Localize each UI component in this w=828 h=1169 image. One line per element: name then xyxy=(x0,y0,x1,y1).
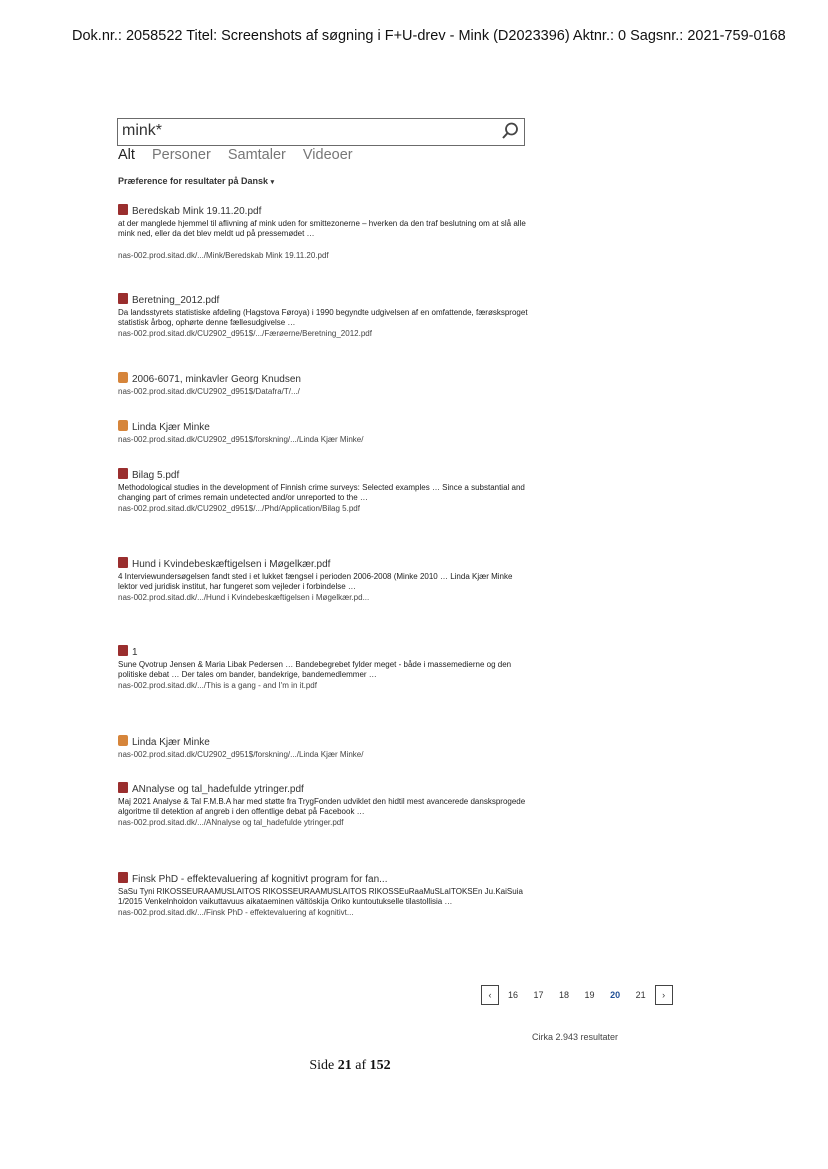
person-icon xyxy=(118,735,128,746)
chevron-right-icon[interactable]: › xyxy=(655,985,673,1005)
result-url: nas-002.prod.sitad.dk/CU2902_d951$/.../Phd/Application/Bilag 5.pdf xyxy=(118,504,360,513)
list-item xyxy=(118,557,528,603)
page-link-16[interactable]: 16 xyxy=(508,990,519,1000)
result-snippet: at der manglede hjemmel til aflivning af mink uden for smittezonerne – hverken da den traf beslutning om at slå alle mink ned, eller da det blev meldt ud på pressemødet … xyxy=(118,219,526,238)
search-tabs xyxy=(118,147,366,163)
result-title[interactable]: Linda Kjær Minke xyxy=(132,737,210,748)
tab-personer[interactable]: Personer xyxy=(151,147,211,163)
pdf-file-icon xyxy=(118,204,128,215)
result-snippet: 4 Interviewundersøgelsen fandt sted i et lukket fængsel i perioden 2006-2008 (Minke 2010 … Linda Kjær Minke lektor ved juridisk institut, har fungeret som vejleder i forbindelse … xyxy=(118,572,513,591)
search-box[interactable] xyxy=(117,118,525,146)
result-title[interactable]: Finsk PhD - effektevaluering af kognitivt program for fan... xyxy=(132,874,388,885)
result-snippet: Da landsstyrets statistiske afdeling (Hagstova Føroya) i 1990 begyndte udgivelsen af en omfattende, færøsksproget statistisk årbog, ophørte denne fællesudgivelse … xyxy=(118,308,528,327)
result-url: nas-002.prod.sitad.dk/.../Hund i Kvindebeskæftigelsen i Møgelkær.pd... xyxy=(118,593,370,602)
result-title[interactable]: Beretning_2012.pdf xyxy=(132,295,220,306)
pdf-file-icon xyxy=(118,872,128,883)
result-title[interactable]: 2006-6071, minkavler Georg Knudsen xyxy=(132,374,301,385)
footer-total-pages: 152 xyxy=(369,1058,391,1073)
page-link-20-current[interactable]: 20 xyxy=(610,990,621,1000)
footer-side: Side xyxy=(309,1058,335,1073)
person-icon xyxy=(118,420,128,431)
list-item xyxy=(118,735,528,760)
result-url: nas-002.prod.sitad.dk/CU2902_d951$/Datafra/T/.../ xyxy=(118,387,300,396)
page-link-19[interactable]: 19 xyxy=(584,990,595,1000)
tab-videoer[interactable]: Videoer xyxy=(302,147,353,163)
search-icon[interactable] xyxy=(500,121,520,141)
result-url: nas-002.prod.sitad.dk/.../Mink/Beredskab Mink 19.11.20.pdf xyxy=(118,251,329,260)
result-snippet: SaSu Tyni RIKOSSEURAAMUSLAITOS RIKOSSEURAAMUSLAITOS RIKOSSEuRaaMuSLaITOKSEn Ju.KaiSuia 1/2015 Venkelnhoidon vaikuttavuus aikataeminen vältöskija Oriko kuntoutukselle tilastollisia … xyxy=(118,887,523,906)
result-title[interactable]: 1 xyxy=(132,647,138,658)
result-title[interactable]: Hund i Kvindebeskæftigelsen i Møgelkær.pdf xyxy=(132,559,331,570)
list-item xyxy=(118,372,528,397)
result-url: nas-002.prod.sitad.dk/CU2902_d951$/forskning/.../Linda Kjær Minke/ xyxy=(118,435,364,444)
language-preference-label: Præference for resultater på Dansk xyxy=(118,176,269,186)
pdf-file-icon xyxy=(118,468,128,479)
result-url: nas-002.prod.sitad.dk/.../ANnalyse og tal_hadefulde ytringer.pdf xyxy=(118,818,344,827)
list-item xyxy=(118,872,528,918)
list-item xyxy=(118,204,528,261)
footer-page-number: 21 xyxy=(337,1058,352,1073)
page-link-18[interactable]: 18 xyxy=(559,990,570,1000)
list-item xyxy=(118,293,528,339)
pdf-file-icon xyxy=(118,557,128,568)
page-link-17[interactable]: 17 xyxy=(533,990,544,1000)
search-input[interactable]: mink* xyxy=(122,122,163,139)
list-item xyxy=(118,420,528,445)
result-snippet: Methodological studies in the development of Finnish crime surveys: Selected examples … Since a substantial and changing part of crimes remain undetected and/or unreported to the … xyxy=(118,483,525,502)
result-url: nas-002.prod.sitad.dk/CU2902_d951$/forskning/.../Linda Kjær Minke/ xyxy=(118,750,364,759)
result-title[interactable]: Bilag 5.pdf xyxy=(132,470,180,481)
result-url: nas-002.prod.sitad.dk/.../This is a gang - and I'm in it.pdf xyxy=(118,681,317,690)
tab-alt[interactable]: Alt xyxy=(118,147,135,163)
list-item xyxy=(118,468,528,514)
result-title[interactable]: ANnalyse og tal_hadefulde ytringer.pdf xyxy=(132,784,304,795)
list-item xyxy=(118,782,528,828)
result-url: nas-002.prod.sitad.dk/.../Finsk PhD - effektevaluering af kognitivt... xyxy=(118,908,354,917)
tab-samtaler[interactable]: Samtaler xyxy=(227,147,286,163)
list-item xyxy=(118,645,528,691)
result-count: Cirka 2.943 resultater xyxy=(532,1032,619,1042)
result-snippet: Maj 2021 Analyse & Tal F.M.B.A har med støtte fra TrygFonden udviklet den hidtil mest avancerede dansksprogede algoritme til detektion af angreb i den offentlige debat på Facebook … xyxy=(118,797,526,816)
pagination xyxy=(481,985,673,1005)
person-icon xyxy=(118,372,128,383)
result-title[interactable]: Beredskab Mink 19.11.20.pdf xyxy=(132,206,262,217)
result-snippet: Sune Qvotrup Jensen & Maria Libak Pedersen … Bandebegrebet fylder meget - både i massemedierne og den politiske debat … Der tales om bander, bandekrige, bandemedlemmer … xyxy=(118,660,512,679)
pdf-file-icon xyxy=(118,645,128,656)
result-title[interactable]: Linda Kjær Minke xyxy=(132,422,210,433)
result-url: nas-002.prod.sitad.dk/CU2902_d951$/.../Færøerne/Beretning_2012.pdf xyxy=(118,329,372,338)
chevron-left-icon[interactable]: ‹ xyxy=(481,985,499,1005)
page-link-21[interactable]: 21 xyxy=(635,990,646,1000)
language-preference[interactable] xyxy=(118,176,274,186)
document-header: Dok.nr.: 2058522 Titel: Screenshots af søgning i F+U-drev - Mink (D2023396) Aktnr.: 0 Sagsnr.: 2021-759-0168 xyxy=(72,28,786,44)
pdf-file-icon xyxy=(118,782,128,793)
caret-down-icon[interactable]: ▾ xyxy=(270,179,275,186)
page-footer xyxy=(0,1058,700,1074)
pdf-file-icon xyxy=(118,293,128,304)
footer-af: af xyxy=(355,1058,367,1073)
